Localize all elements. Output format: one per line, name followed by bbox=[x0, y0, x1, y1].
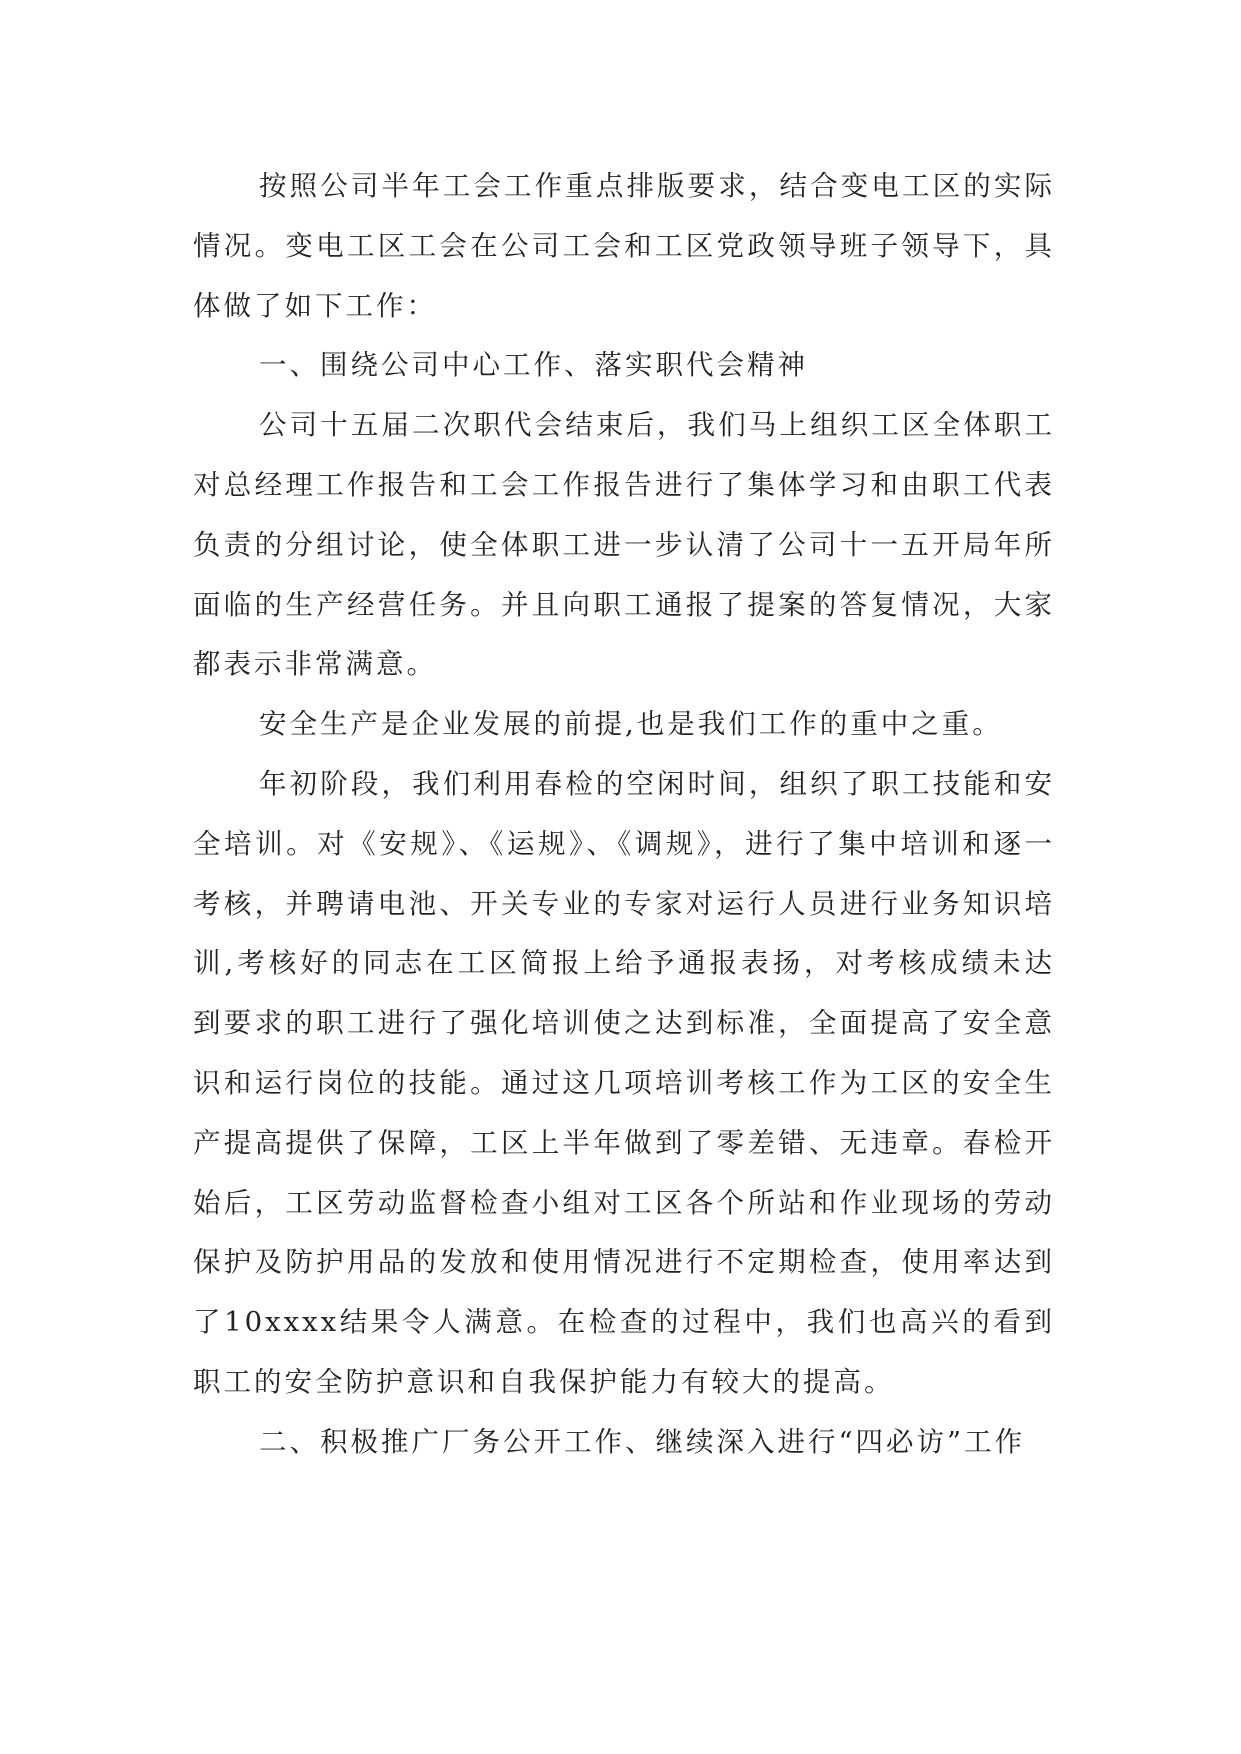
section-heading-2: 二、积极推广厂务公开工作、继续深入进行“四必访”工作 bbox=[259, 1425, 1026, 1458]
section-heading-1: 一、围绕公司中心工作、落实职代会精神 bbox=[259, 349, 808, 382]
paragraph-staff-congress: 公司十五届二次职代会结束后，我们马上组织工区全体职工对总经理工作报告和工会工作报告进行了集体学习和由职工代表负责的分组讨论，使全体职工进一步认清了公司十一五开局年所面临的生产经营任务。并且向职工通报了提案的答复情况，大家都表示非常满意。 bbox=[193, 409, 1055, 681]
paragraph-safety-priority: 安全生产是企业发展的前提,也是我们工作的重中之重。 bbox=[259, 708, 1003, 741]
paragraph-intro: 按照公司半年工会工作重点排版要求，结合变电工区的实际情况。变电工区工会在公司工会和工区党政领导班子领导下，具体做了如下工作： bbox=[193, 170, 1055, 322]
document-body bbox=[193, 157, 1055, 1473]
paragraph-training: 年初阶段，我们利用春检的空闲时间，组织了职工技能和安全培训。对《安规》、《运规》、《调规》，进行了集中培训和逐一考核，并聘请电池、开关专业的专家对运行人员进行业务知识培训,考核好的同志在工区简报上给予通报表扬，对考核成绩未达到要求的职工进行了强化培训使之达到标准，全面提高了安全意识和运行岗位的技能。通过这几项培训考核工作为工区的安全生产提高提供了保障，工区上半年做到了零差错、无违章。春检开始后，工区劳动监督检查小组对工区各个所站和作业现场的劳动保护及防护用品的发放和使用情况进行不定期检查，使用率达到了10xxxx结果令人满意。在检查的过程中，我们也高兴的看到职工的安全防护意识和自我保护能力有较大的提高。 bbox=[193, 767, 1055, 1398]
